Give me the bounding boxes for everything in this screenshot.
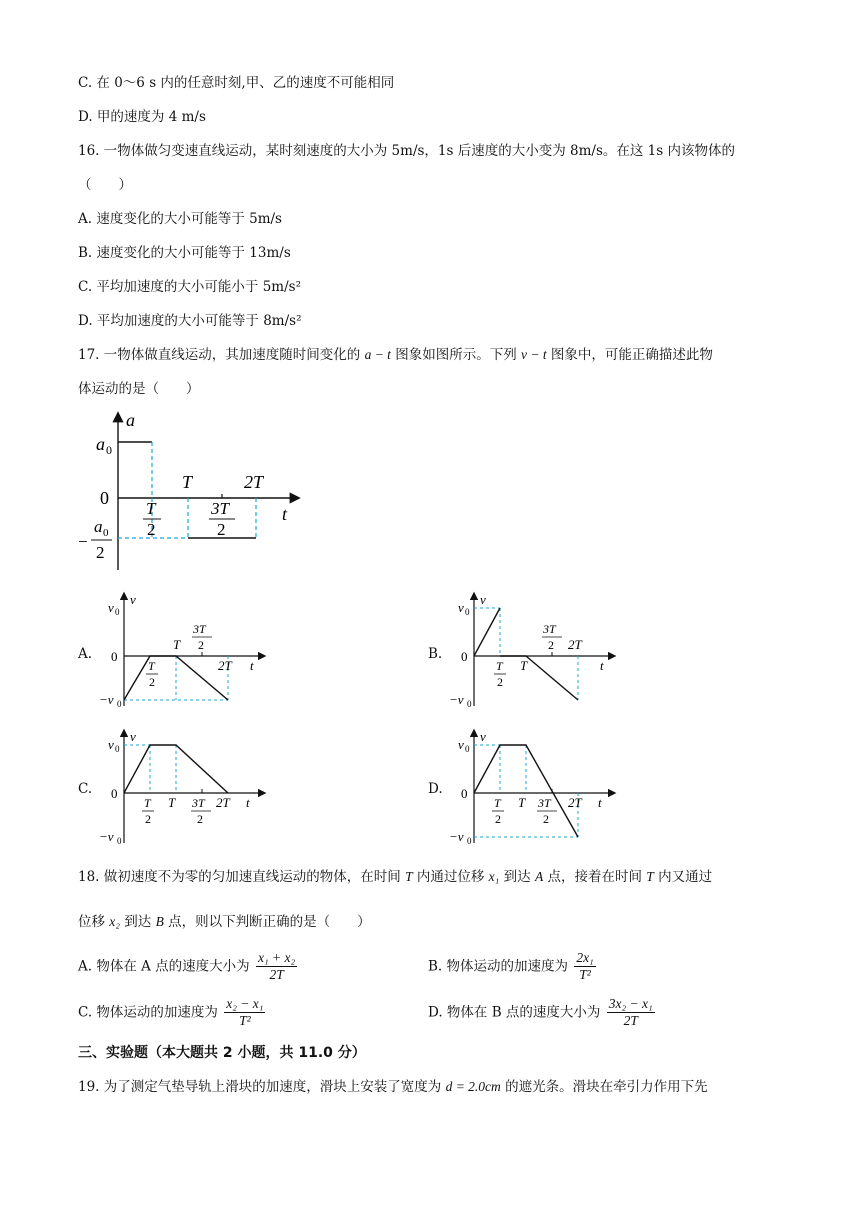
opt-b-seg3 (526, 656, 578, 700)
at-t-label: t (282, 504, 288, 524)
q18-option-c (78, 996, 267, 1029)
opt-a-T: T (173, 637, 181, 652)
opt-a-v0-sub: 0 (115, 607, 120, 617)
opt-d-v0-label: v (458, 737, 464, 752)
opt-c-v0-label: v (108, 737, 114, 752)
q18c-fraction (224, 996, 265, 1029)
opt-c-negv0: −v (99, 829, 114, 844)
opt-c-zero: 0 (111, 786, 118, 801)
q17-stem-part3: 图象中，可能正确描述此物 (546, 347, 713, 363)
opt-c-half-num: T (144, 796, 151, 810)
at-3halfT-den: 2 (217, 520, 226, 539)
q16-option-d: D. 平均加速度的大小可能等于 8m/s² (78, 313, 302, 329)
opt-c-t: t (246, 795, 250, 810)
q18-T1: T (405, 869, 413, 884)
q17-stem-part2: 图象如图所示。下列 (390, 347, 522, 363)
q17-stem (78, 346, 713, 364)
q18a-fraction (256, 950, 297, 983)
at-neg-a0-num-sub: 0 (103, 527, 109, 539)
opt-c-v-label: v (130, 729, 136, 744)
q18d-den: 2T (623, 1013, 638, 1028)
opt-b-3half-den: 2 (548, 638, 554, 652)
at-halfT-num: T (146, 499, 156, 518)
q18c-den: T² (239, 1013, 251, 1028)
opt-c-3half-num: 3T (192, 796, 205, 810)
q18a-text: A. 物体在 A 点的速度大小为 (78, 958, 250, 975)
q18-option-d (428, 996, 657, 1029)
at-zero-label: 0 (100, 488, 109, 508)
opt-a-3half-den: 2 (198, 638, 204, 652)
at-neg-a0-den: 2 (96, 543, 105, 562)
opt-b-half-den: 2 (497, 675, 503, 689)
q18-option-a (78, 950, 299, 983)
at-neg-minus: − (78, 532, 88, 551)
opt-a-negv0: −v (99, 692, 114, 707)
opt-a-half-den: 2 (149, 675, 155, 689)
q18c-num: x₂ − x₁ (226, 996, 264, 1011)
q17-option-b-label: B. (428, 646, 443, 662)
q18-T2: T (646, 869, 654, 884)
q18b-num: 2x₁ (576, 950, 594, 965)
opt-a-3half-num: 3T (193, 622, 206, 636)
opt-a-v-label: v (130, 592, 136, 607)
opt-d-v-label: v (480, 729, 486, 744)
opt-d-negv0-sub: 0 (467, 836, 472, 846)
opt-b-v0-label: v (458, 600, 464, 615)
q17-stem-line2: 体运动的是（ ） (78, 381, 200, 397)
opt-d-3half-num: 3T (538, 796, 551, 810)
q18-p1: 18. 做初速度不为零的匀加速直线运动的物体，在时间 (78, 869, 406, 885)
opt-b-T: T (520, 658, 528, 673)
at-halfT-den: 2 (147, 520, 156, 539)
q17-option-c-label: C. (78, 781, 93, 797)
q16-option-b: B. 速度变化的大小可能等于 13m/s (78, 245, 291, 261)
at-a0-label: a (96, 434, 105, 454)
option-a-graph (96, 590, 271, 710)
q18-B: B (155, 914, 164, 929)
q18-l2-p1: 位移 (78, 914, 110, 930)
at-a0-sub: 0 (106, 443, 112, 457)
opt-d-v0-sub: 0 (465, 744, 470, 754)
opt-a-2T: 2T (218, 658, 232, 673)
opt-a-t: t (250, 658, 254, 673)
opt-a-zero: 0 (111, 649, 118, 664)
option-b-graph (446, 590, 621, 710)
opt-d-t: t (598, 795, 602, 810)
q16-stem: 16. 一物体做匀变速直线运动，某时刻速度的大小为 5m/s，1s 后速度的大小变为 8m/s。在这 1s 内该物体的 (78, 143, 735, 159)
q18-x2: x₂ (109, 914, 120, 929)
opt-b-v0-sub: 0 (465, 607, 470, 617)
q16-option-a: A. 速度变化的大小可能等于 5m/s (78, 211, 282, 227)
q19-d: d = 2.0cm (445, 1079, 501, 1094)
opt-d-3half-den: 2 (543, 812, 549, 826)
q18-option-b (428, 950, 598, 983)
q17-stem-part1: 17. 一物体做直线运动，其加速度随时间变化的 (78, 347, 365, 363)
q18a-num: x₁ + x₂ (257, 950, 296, 965)
q18-l2-p2: 到达 (119, 914, 156, 930)
opt-a-negv0-sub: 0 (117, 699, 122, 709)
q18d-text: D. 物体在 B 点的速度大小为 (428, 1004, 601, 1021)
at-neg-a0-num: a (94, 517, 103, 536)
opt-c-v0-sub: 0 (115, 744, 120, 754)
q15-option-d: D. 甲的速度为 4 m/s (78, 109, 206, 125)
q18d-fraction (607, 996, 655, 1029)
opt-b-half-num: T (496, 659, 503, 673)
q18d-num: 3x₂ − x₁ (608, 996, 653, 1011)
opt-b-zero: 0 (461, 649, 468, 664)
q19-stem (78, 1078, 708, 1096)
opt-c-2T: 2T (216, 795, 230, 810)
at-a-label: a (126, 410, 135, 430)
q18-stem-line2 (78, 913, 371, 931)
q18-x1: x₁ (488, 869, 500, 884)
q18-p4: 点，接着在时间 (543, 869, 647, 885)
opt-b-seg1 (474, 608, 500, 656)
opt-b-negv0: −v (449, 692, 464, 707)
opt-a-half-num: T (148, 659, 155, 673)
q19-p1: 19. 为了测定气垫导轨上滑块的加速度，滑块上安装了宽度为 (78, 1079, 446, 1095)
q16-option-c: C. 平均加速度的大小可能小于 5m/s² (78, 279, 302, 295)
section-3-heading: 三、实验题（本大题共 2 小题，共 11.0 分） (78, 1045, 366, 1061)
opt-c-T: T (168, 795, 176, 810)
at-graph (70, 408, 310, 578)
q17-option-a-label: A. (78, 646, 93, 662)
opt-d-half-den: 2 (495, 812, 501, 826)
q17-option-d-label: D. (428, 781, 443, 797)
option-d-graph (446, 727, 621, 847)
q18-stem (78, 868, 712, 886)
opt-c-3half-den: 2 (197, 812, 203, 826)
option-c-graph (96, 727, 271, 847)
at-T-label: T (182, 472, 193, 492)
opt-b-2T: 2T (568, 637, 582, 652)
opt-a-v0-label: v (108, 600, 114, 615)
opt-d-2T: 2T (568, 795, 582, 810)
q18c-text: C. 物体运动的加速度为 (78, 1004, 218, 1021)
q18-A: A (534, 869, 544, 884)
q18-p3: 到达 (499, 869, 535, 885)
opt-c-half-den: 2 (145, 812, 151, 826)
q18-l2-p3: 点，则以下判断正确的是（ ） (163, 914, 371, 930)
q19-p2: 的遮光条。滑块在牵引力作用下先 (500, 1079, 708, 1095)
opt-b-negv0-sub: 0 (467, 699, 472, 709)
opt-b-3half-num: 3T (543, 622, 556, 636)
opt-b-v-label: v (480, 592, 486, 607)
opt-d-negv0: −v (449, 829, 464, 844)
opt-c-negv0-sub: 0 (117, 836, 122, 846)
q17-vt-symbol: v − t (521, 347, 547, 362)
opt-d-T: T (518, 795, 526, 810)
q15-option-c: C. 在 0～6 s 内的任意时刻,甲、乙的速度不可能相同 (78, 75, 395, 91)
q16-blank: （ ） (78, 177, 132, 193)
opt-b-t: t (600, 658, 604, 673)
q18-p2: 内通过位移 (412, 869, 489, 885)
q18b-den: T² (579, 967, 591, 982)
q18-p5: 内又通过 (653, 869, 713, 885)
opt-d-zero: 0 (461, 786, 468, 801)
q18b-fraction (574, 950, 595, 983)
q18a-den: 2T (269, 967, 284, 982)
at-2T-label: 2T (244, 472, 264, 492)
at-3halfT-num: 3T (211, 499, 229, 518)
q17-at-symbol: a − t (364, 347, 391, 362)
opt-d-half-num: T (494, 796, 501, 810)
q18b-text: B. 物体运动的加速度为 (428, 958, 569, 975)
